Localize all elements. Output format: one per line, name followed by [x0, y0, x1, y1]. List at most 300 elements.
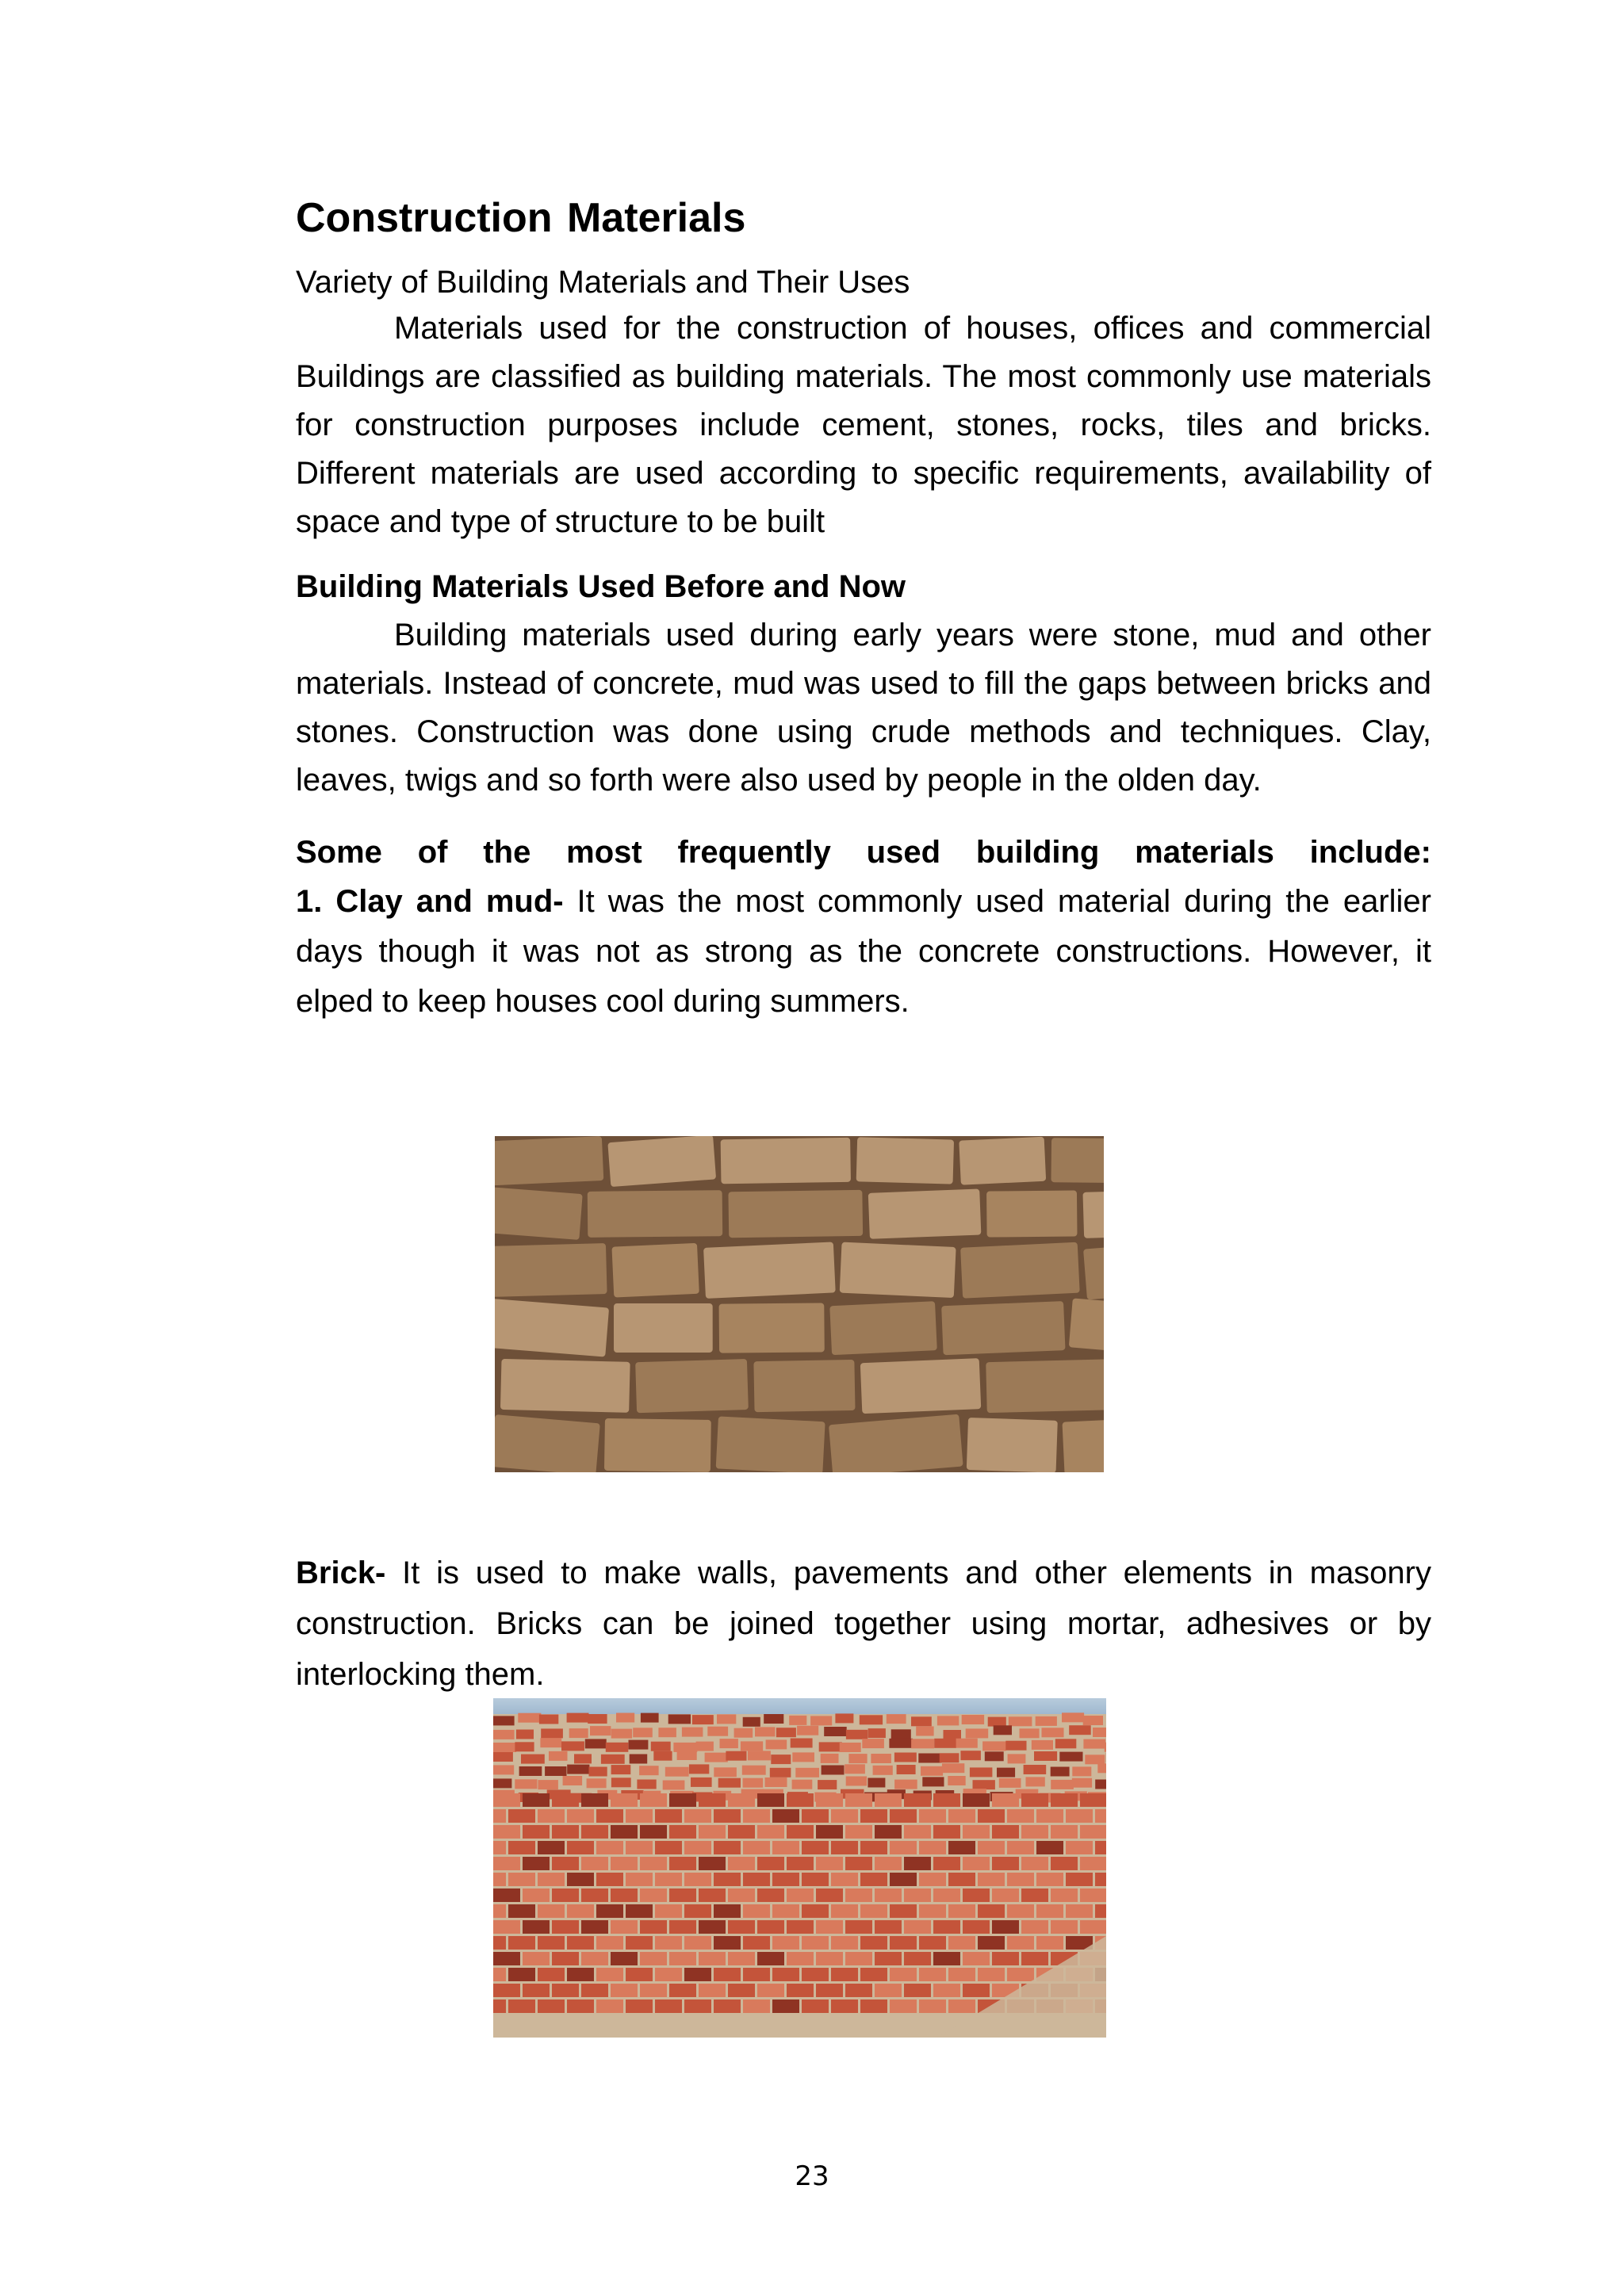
brick: [757, 1920, 784, 1934]
brick: [1007, 1873, 1034, 1886]
brick: [743, 1904, 770, 1918]
brick: [581, 1793, 608, 1807]
brick: [663, 1781, 685, 1790]
mud-block: [728, 1190, 863, 1238]
brick: [699, 1888, 726, 1902]
brick: [831, 1873, 858, 1886]
mud-block: [960, 1242, 1080, 1299]
brick: [766, 1739, 787, 1749]
mud-block: [495, 1187, 583, 1240]
brick: [574, 1754, 592, 1763]
brick: [1009, 1716, 1032, 1726]
brick: [626, 1968, 653, 1981]
brick: [541, 1728, 563, 1738]
brick: [569, 1728, 588, 1738]
brick: [802, 1904, 829, 1918]
brick: [1021, 1793, 1048, 1807]
mud-block: [614, 1303, 713, 1353]
brick: [493, 1841, 506, 1854]
mud-block: [753, 1360, 855, 1412]
brick: [538, 1873, 565, 1886]
brick: [802, 1968, 829, 1981]
brick: [611, 1888, 638, 1902]
brick: [743, 1936, 770, 1950]
brick: [772, 1904, 799, 1918]
brick: [714, 1809, 741, 1823]
mud-block: [986, 1191, 1077, 1238]
brick: [493, 1743, 516, 1752]
brick: [845, 1825, 872, 1839]
brick: [1066, 1809, 1093, 1823]
brick: [1051, 1767, 1070, 1777]
brick: [493, 1730, 515, 1739]
brick: [787, 1825, 814, 1839]
list-item-clay-mud-label: 1. Clay and mud-: [296, 884, 564, 919]
brick: [963, 1793, 990, 1807]
brick: [1026, 1777, 1045, 1786]
brick: [846, 1777, 867, 1786]
brick: [1021, 1825, 1048, 1839]
list-intro: [296, 828, 1431, 1027]
brick: [523, 1984, 550, 1997]
mud-block: [611, 1243, 699, 1298]
brick: [757, 1857, 784, 1870]
list-item-brick-label: Brick-: [296, 1556, 386, 1590]
brick: [764, 1714, 783, 1724]
brick: [567, 1904, 594, 1918]
brick: [985, 1751, 1004, 1761]
mud-block: [703, 1242, 836, 1298]
brick: [515, 1779, 537, 1789]
brick: [948, 1936, 975, 1950]
brick: [626, 1809, 653, 1823]
brick: [772, 1936, 799, 1950]
brick: [765, 1777, 787, 1787]
brick: [771, 1755, 791, 1764]
brick: [772, 1841, 799, 1854]
brick: [948, 1809, 975, 1823]
brick: [802, 1809, 829, 1823]
brick: [963, 1952, 990, 1965]
brick: [590, 1726, 611, 1735]
brick: [1036, 1809, 1063, 1823]
brick: [1066, 1873, 1093, 1886]
brick: [596, 1841, 623, 1854]
brick: [601, 1755, 625, 1764]
brick: [743, 1873, 770, 1886]
brick: [845, 1920, 872, 1934]
brick: [689, 1764, 709, 1774]
brick: [1066, 1904, 1093, 1918]
brick: [493, 1968, 506, 1981]
list-item-clay-mud: [296, 877, 1431, 1027]
brick: [948, 1873, 975, 1886]
brick: [860, 1873, 887, 1886]
brick: [1080, 1825, 1106, 1839]
brick: [978, 1873, 1005, 1886]
brick: [596, 1873, 623, 1886]
brick: [997, 1768, 1015, 1777]
brick: [890, 1968, 917, 1981]
brick: [567, 1809, 594, 1823]
brick: [973, 1780, 995, 1789]
brick: [720, 1739, 738, 1748]
brick: [655, 1968, 682, 1981]
brick: [1051, 1780, 1074, 1789]
intro-paragraph: Materials used for the construction of houses, offices and commercial Buildings are classified as building materials. The most commonly use materials for construction purposes include cement, stones, rocks, tiles and bricks. Different materials are used according to specific requirements, availability of space and type of structure to be built: [296, 311, 1431, 539]
mud-block: [716, 1416, 825, 1472]
brick: [1021, 1952, 1048, 1965]
brick: [567, 1765, 589, 1774]
list-item-clay-mud-text: It was the most commonly used material during the earlier days though it was not as strong as the concrete constructions. However, it elped to keep houses cool during summers.: [296, 884, 1432, 1019]
brick: [890, 1841, 917, 1854]
brick: [516, 1730, 534, 1739]
page-number: 23: [795, 2160, 829, 2192]
brick: [714, 1968, 741, 1981]
brick: [563, 1776, 583, 1785]
brick: [1066, 1841, 1093, 1854]
brick: [1095, 1809, 1106, 1823]
brick: [787, 1984, 814, 1997]
brick: [816, 1793, 843, 1807]
brick: [552, 1793, 579, 1807]
brick: [684, 1936, 711, 1950]
brick: [581, 1825, 608, 1839]
brick: [743, 1999, 770, 2013]
brick: [916, 1727, 933, 1736]
brick: [1032, 1740, 1053, 1750]
brick: [992, 1825, 1019, 1839]
red-bricks-photo: [493, 1698, 1106, 2038]
brick: [835, 1713, 853, 1723]
brick: [741, 1741, 763, 1751]
brick: [1036, 1873, 1063, 1886]
mud-block: [719, 1303, 825, 1353]
brick: [919, 1904, 946, 1918]
brick: [1080, 1888, 1106, 1902]
brick: [831, 1936, 858, 1950]
brick: [611, 1857, 638, 1870]
brick: [802, 1841, 829, 1854]
brick: [831, 1999, 858, 2013]
brick: [845, 1793, 872, 1807]
brick: [757, 1888, 784, 1902]
brick: [626, 1999, 653, 2013]
brick: [523, 1920, 550, 1934]
brick: [684, 1968, 711, 1981]
brick: [787, 1952, 814, 1965]
brick: [816, 1888, 843, 1902]
brick: [538, 1841, 565, 1854]
brick: [937, 1716, 959, 1725]
brick: [802, 1999, 829, 2013]
brick: [875, 1888, 902, 1902]
brick: [691, 1777, 712, 1787]
brick: [894, 1753, 917, 1762]
brick: [873, 1766, 893, 1775]
brick: [728, 1920, 755, 1934]
brick: [860, 1715, 883, 1724]
mud-block: [635, 1359, 749, 1413]
brick: [696, 1742, 714, 1751]
brick: [699, 1825, 726, 1839]
brick: [787, 1793, 814, 1807]
history-paragraph: Building materials used during early years were stone, mud and other materials. Instead of concrete, mud was used to fill the gaps between bricks and stones. Construction was done using crude methods and techniques. Clay, leaves, twigs and so forth were also used by people in the olden day.: [296, 618, 1431, 798]
brick: [1051, 1793, 1078, 1807]
brick: [523, 1952, 550, 1965]
brick: [1036, 1716, 1057, 1726]
brick: [669, 1825, 696, 1839]
brick: [682, 1728, 703, 1737]
brick: [493, 1904, 506, 1918]
mud-block: [495, 1414, 600, 1472]
brick: [816, 1984, 843, 1997]
brick: [831, 1809, 858, 1823]
brick: [860, 1936, 887, 1950]
brick: [1059, 1752, 1082, 1762]
brick: [714, 1936, 741, 1950]
brick: [567, 1968, 594, 1981]
brick: [845, 1984, 872, 1997]
brick: [714, 1841, 741, 1854]
brick: [816, 1825, 843, 1839]
brick: [728, 1888, 755, 1902]
brick: [743, 1778, 764, 1788]
brick: [633, 1728, 653, 1737]
brick: [714, 1999, 741, 2013]
brick: [626, 1936, 653, 1950]
brick: [1021, 1857, 1048, 1870]
brick: [860, 1968, 887, 1981]
brick: [611, 1984, 638, 1997]
brick: [940, 1753, 959, 1762]
brick: [871, 1754, 891, 1763]
brick: [1051, 1888, 1078, 1902]
brick: [655, 1873, 682, 1886]
brick: [717, 1714, 736, 1724]
brick: [757, 1952, 784, 1965]
brick: [653, 1751, 672, 1761]
brick: [581, 1984, 608, 1997]
brick: [718, 1778, 741, 1788]
brick: [934, 1739, 956, 1748]
brick: [772, 1809, 799, 1823]
brick: [540, 1738, 561, 1747]
brick: [493, 1765, 514, 1774]
mud-blocks-icon: [495, 1136, 1104, 1472]
list-intro-text: Some of the most frequently used building materials include:: [296, 835, 1431, 870]
brick: [1036, 1841, 1063, 1854]
brick: [944, 1730, 962, 1739]
brick: [1034, 1751, 1057, 1761]
brick: [552, 1888, 579, 1902]
brick: [1007, 1936, 1034, 1950]
brick: [948, 1841, 975, 1854]
brick: [521, 1755, 545, 1764]
brick: [1036, 1936, 1063, 1950]
brick: [890, 1936, 917, 1950]
brick: [994, 1725, 1012, 1735]
brick: [596, 1936, 623, 1950]
brick: [772, 1873, 799, 1886]
brick: [493, 1920, 520, 1934]
brick: [982, 1741, 1006, 1751]
list-item-brick-text: It is used to make walls, pavements and other elements in masonry construction. Bricks can be joined together using mortar, adhesives or by interlocking them.: [296, 1556, 1431, 1692]
brick: [658, 1728, 676, 1737]
brick: [992, 1857, 1019, 1870]
brick: [1093, 1728, 1106, 1737]
brick: [890, 1809, 917, 1823]
brick: [948, 1999, 975, 2013]
brick: [616, 1713, 634, 1723]
brick: [776, 1728, 796, 1737]
brick: [611, 1777, 631, 1787]
brick: [1083, 1739, 1105, 1749]
brick: [787, 1857, 814, 1870]
brick: [897, 1765, 916, 1774]
brick: [791, 1739, 813, 1748]
brick: [868, 1778, 885, 1788]
brick: [581, 1888, 608, 1902]
brick: [606, 1743, 629, 1752]
brick: [743, 1809, 770, 1823]
brick: [919, 1873, 946, 1886]
mud-block: [860, 1358, 981, 1414]
brick: [831, 1904, 858, 1918]
brick: [816, 1952, 843, 1965]
brick: [988, 1717, 1006, 1727]
brick: [757, 1825, 784, 1839]
brick: [1007, 1841, 1034, 1854]
mud-block: [607, 1136, 716, 1187]
brick: [1095, 1780, 1106, 1789]
brick: [933, 1888, 960, 1902]
brick: [1007, 1968, 1034, 1981]
brick: [818, 1780, 837, 1789]
brick: [757, 1984, 784, 1997]
mud-block: [495, 1243, 607, 1297]
brick: [1021, 1920, 1048, 1934]
brick: [1007, 1904, 1034, 1918]
brick: [797, 1726, 818, 1735]
brick: [875, 1984, 902, 1997]
mud-block: [959, 1137, 1046, 1185]
brick: [508, 1968, 535, 1981]
brick: [640, 1920, 667, 1934]
brick: [728, 1793, 755, 1807]
brick: [845, 1952, 872, 1965]
brick: [493, 1809, 506, 1823]
brick: [1095, 1841, 1106, 1854]
brick: [668, 1714, 691, 1724]
brick: [699, 1857, 726, 1870]
mud-block: [856, 1137, 954, 1184]
mud-block: [1051, 1138, 1104, 1184]
mud-block: [495, 1299, 609, 1357]
brick: [1097, 1763, 1106, 1773]
brick: [508, 1873, 535, 1886]
brick: [831, 1841, 858, 1854]
brick: [890, 1904, 917, 1918]
brick: [728, 1984, 755, 1997]
brick: [669, 1888, 696, 1902]
brick: [640, 1825, 667, 1839]
brick: [904, 1793, 931, 1807]
brick: [714, 1873, 741, 1886]
brick: [545, 1766, 566, 1776]
brick: [567, 1999, 594, 2013]
brick: [705, 1753, 728, 1762]
brick: [960, 1751, 981, 1760]
brick: [860, 1999, 887, 2013]
brick: [539, 1715, 558, 1724]
brick: [538, 1904, 565, 1918]
list-item-brick: [296, 1548, 1431, 1700]
brick: [552, 1825, 579, 1839]
brick: [966, 1728, 989, 1738]
brick: [567, 1936, 594, 1950]
brick: [948, 1904, 975, 1918]
brick: [728, 1825, 755, 1839]
brick: [508, 1841, 535, 1854]
brick: [1036, 1904, 1063, 1918]
brick: [918, 1754, 941, 1763]
brick: [824, 1727, 847, 1736]
brick: [1051, 1825, 1078, 1839]
brick: [963, 1888, 990, 1902]
brick: [819, 1742, 842, 1751]
brick: [1083, 1716, 1103, 1725]
brick: [493, 1952, 520, 1965]
brick: [810, 1716, 832, 1725]
brick: [911, 1716, 932, 1726]
mud-block: [500, 1359, 630, 1413]
brick: [585, 1739, 607, 1748]
brick: [669, 1984, 696, 1997]
brick: [802, 1936, 829, 1950]
brick: [992, 1793, 1019, 1807]
brick: [587, 1778, 607, 1788]
brick: [552, 1984, 579, 1997]
brick: [567, 1873, 594, 1886]
brick: [714, 1767, 737, 1777]
brick: [629, 1740, 649, 1750]
brick: [611, 1825, 638, 1839]
brick: [728, 1952, 755, 1965]
brick: [860, 1904, 887, 1918]
brick: [669, 1920, 696, 1934]
brick: [933, 1793, 960, 1807]
brick: [655, 1999, 682, 2013]
brick: [875, 1920, 902, 1934]
brick: [1062, 1712, 1084, 1722]
brick: [493, 1888, 520, 1902]
brick: [1024, 1765, 1047, 1774]
brick: [665, 1767, 689, 1777]
brick: [655, 1904, 682, 1918]
brick: [978, 1968, 1005, 1981]
brick: [699, 1952, 726, 1965]
brick: [846, 1730, 868, 1739]
brick: [596, 1968, 623, 1981]
brick: [640, 1857, 667, 1870]
brick: [519, 1766, 542, 1776]
brick: [904, 1952, 931, 1965]
brick: [933, 1984, 960, 1997]
brick: [1042, 1728, 1064, 1737]
brick: [887, 1714, 906, 1724]
brick: [919, 1841, 946, 1854]
